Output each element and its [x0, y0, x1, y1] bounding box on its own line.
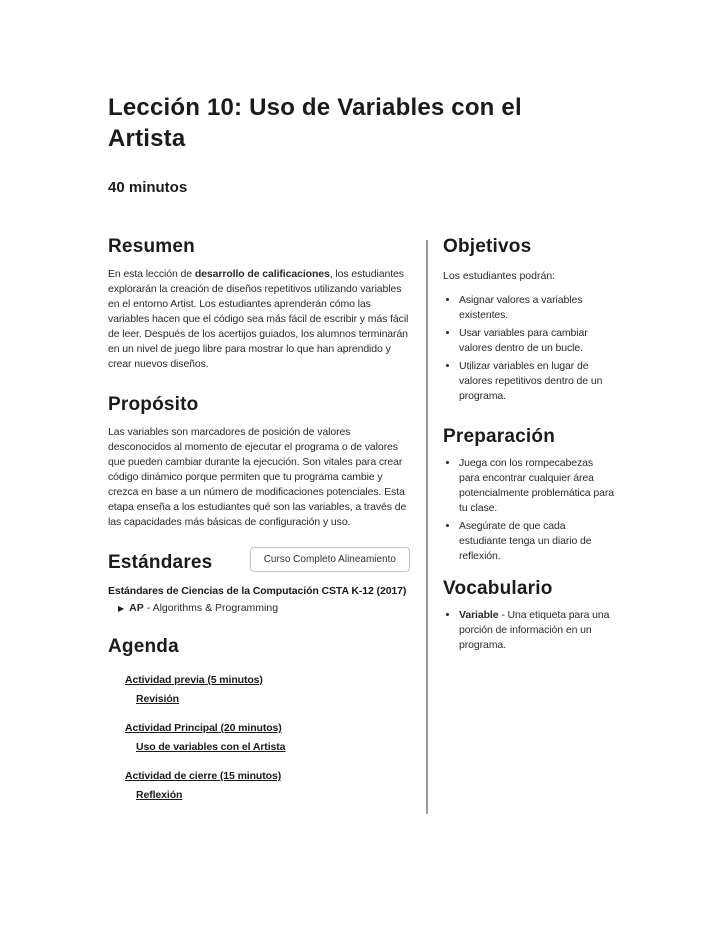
objetivos-intro: Los estudiantes podrán:	[443, 270, 556, 282]
preparacion-item: • Juega con los rompecabezas para encontrar cualquier área potencialmente problemática para tu clase.	[459, 456, 615, 516]
agenda-link-actividad-previa[interactable]: Actividad previa (5 minutos)	[125, 674, 263, 686]
curso-completo-alineamiento-button[interactable]: Curso Completo Alineamiento	[250, 547, 410, 572]
objetivo-item: • Asignar valores a variables existentes.	[459, 293, 615, 323]
agenda-link-uso-de-variables[interactable]: Uso de variables con el Artista	[136, 741, 286, 753]
page-title-line2: Artista	[108, 125, 186, 152]
preparacion-section	[443, 426, 615, 564]
objetivos-bullet-list	[443, 293, 615, 404]
two-column-layout	[108, 236, 644, 814]
left-column	[108, 236, 410, 814]
estandares-heading: Estándares	[108, 552, 213, 573]
objetivos-section	[443, 236, 615, 404]
estandares-section	[108, 552, 410, 614]
agenda-sub-revision	[136, 689, 410, 707]
agenda-group-wrapup	[125, 766, 410, 803]
objetivo-item: • Usar variables para cambiar valores dentro de un bucle.	[459, 326, 615, 356]
resumen-heading: Resumen	[108, 236, 195, 257]
agenda-sub-reflexion	[136, 785, 410, 803]
preparacion-item: • Asegúrate de que cada estudiante tenga un diario de reflexión.	[459, 519, 615, 564]
column-divider	[426, 240, 428, 814]
resumen-text-bold: desarrollo de calificaciones	[194, 268, 330, 280]
resumen-text-start: En esta lección de	[108, 268, 195, 280]
page-title-line1: Lección 10: Uso de Variables con el	[108, 94, 522, 121]
standards-category-code: AP	[129, 602, 144, 614]
preparacion-heading: Preparación	[443, 426, 556, 447]
agenda-link-actividad-cierre[interactable]: Actividad de cierre (15 minutos)	[125, 770, 282, 782]
agenda-link-reflexion[interactable]: Reflexión	[136, 789, 183, 801]
proposito-section	[108, 394, 410, 530]
estandares-header-row	[108, 552, 410, 573]
right-column	[443, 236, 615, 814]
lesson-duration: 40 minutos	[108, 179, 188, 196]
page-title	[108, 92, 644, 154]
agenda-heading: Agenda	[108, 636, 179, 657]
standards-category-name: - Algorithms & Programming	[146, 602, 279, 614]
resumen-text-rest: , los estudiantes explorarán la creación de diseños repetitivos utilizando variables en el entorno Artist. Los estudiantes aprenderán cómo las variables hacen que el código sea más fácil de escribir y más fácil de leer. Después de los acertijos guiados, los alumnos terminarán en un nivel de juego libre para mostrar lo que han aprendido y crear nuevos diseños.	[108, 268, 409, 370]
collapsed-arrow-icon: ▶	[118, 603, 125, 613]
standards-category-ap[interactable]	[118, 602, 410, 614]
agenda-group-warmup	[125, 670, 410, 707]
proposito-paragraph: Las variables son marcadores de posición de valores desconocidos al momento de ejecutar el programa o de valores que pueden cambiar durante la ejecución. Son vitales para crear código dinámico porque permiten que tu programa cambie y crezca en base a un número de modificaciones potenciales. Esta etapa enseña a los estudiantes qué son las variables, a través de las capacidades más básicas de configuración y uso.	[108, 426, 407, 528]
agenda-link-revision[interactable]: Revisión	[136, 693, 179, 705]
agenda-section	[108, 636, 410, 803]
vocab-term: Variable	[459, 609, 499, 621]
objetivos-heading: Objetivos	[443, 236, 532, 257]
resumen-paragraph	[108, 267, 410, 372]
agenda-list	[125, 670, 410, 803]
proposito-heading: Propósito	[108, 394, 199, 415]
vocab-definition: - Una etiqueta para una porción de información en un programa.	[459, 609, 610, 651]
agenda-sub-uso-variables	[136, 737, 410, 755]
vocab-entry	[459, 608, 615, 653]
vocabulario-list	[443, 608, 615, 653]
vocabulario-section	[443, 578, 615, 653]
objetivo-item: • Utilizar variables en lugar de valores repetitivos dentro de un programa.	[459, 359, 615, 404]
resumen-section	[108, 236, 410, 372]
agenda-link-actividad-principal[interactable]: Actividad Principal (20 minutos)	[125, 722, 282, 734]
agenda-group-main	[125, 718, 410, 755]
vocabulario-heading: Vocabulario	[443, 578, 553, 599]
standards-framework-label: Estándares de Ciencias de la Computación CSTA K-12 (2017)	[108, 585, 407, 597]
preparacion-bullet-list	[443, 456, 615, 564]
